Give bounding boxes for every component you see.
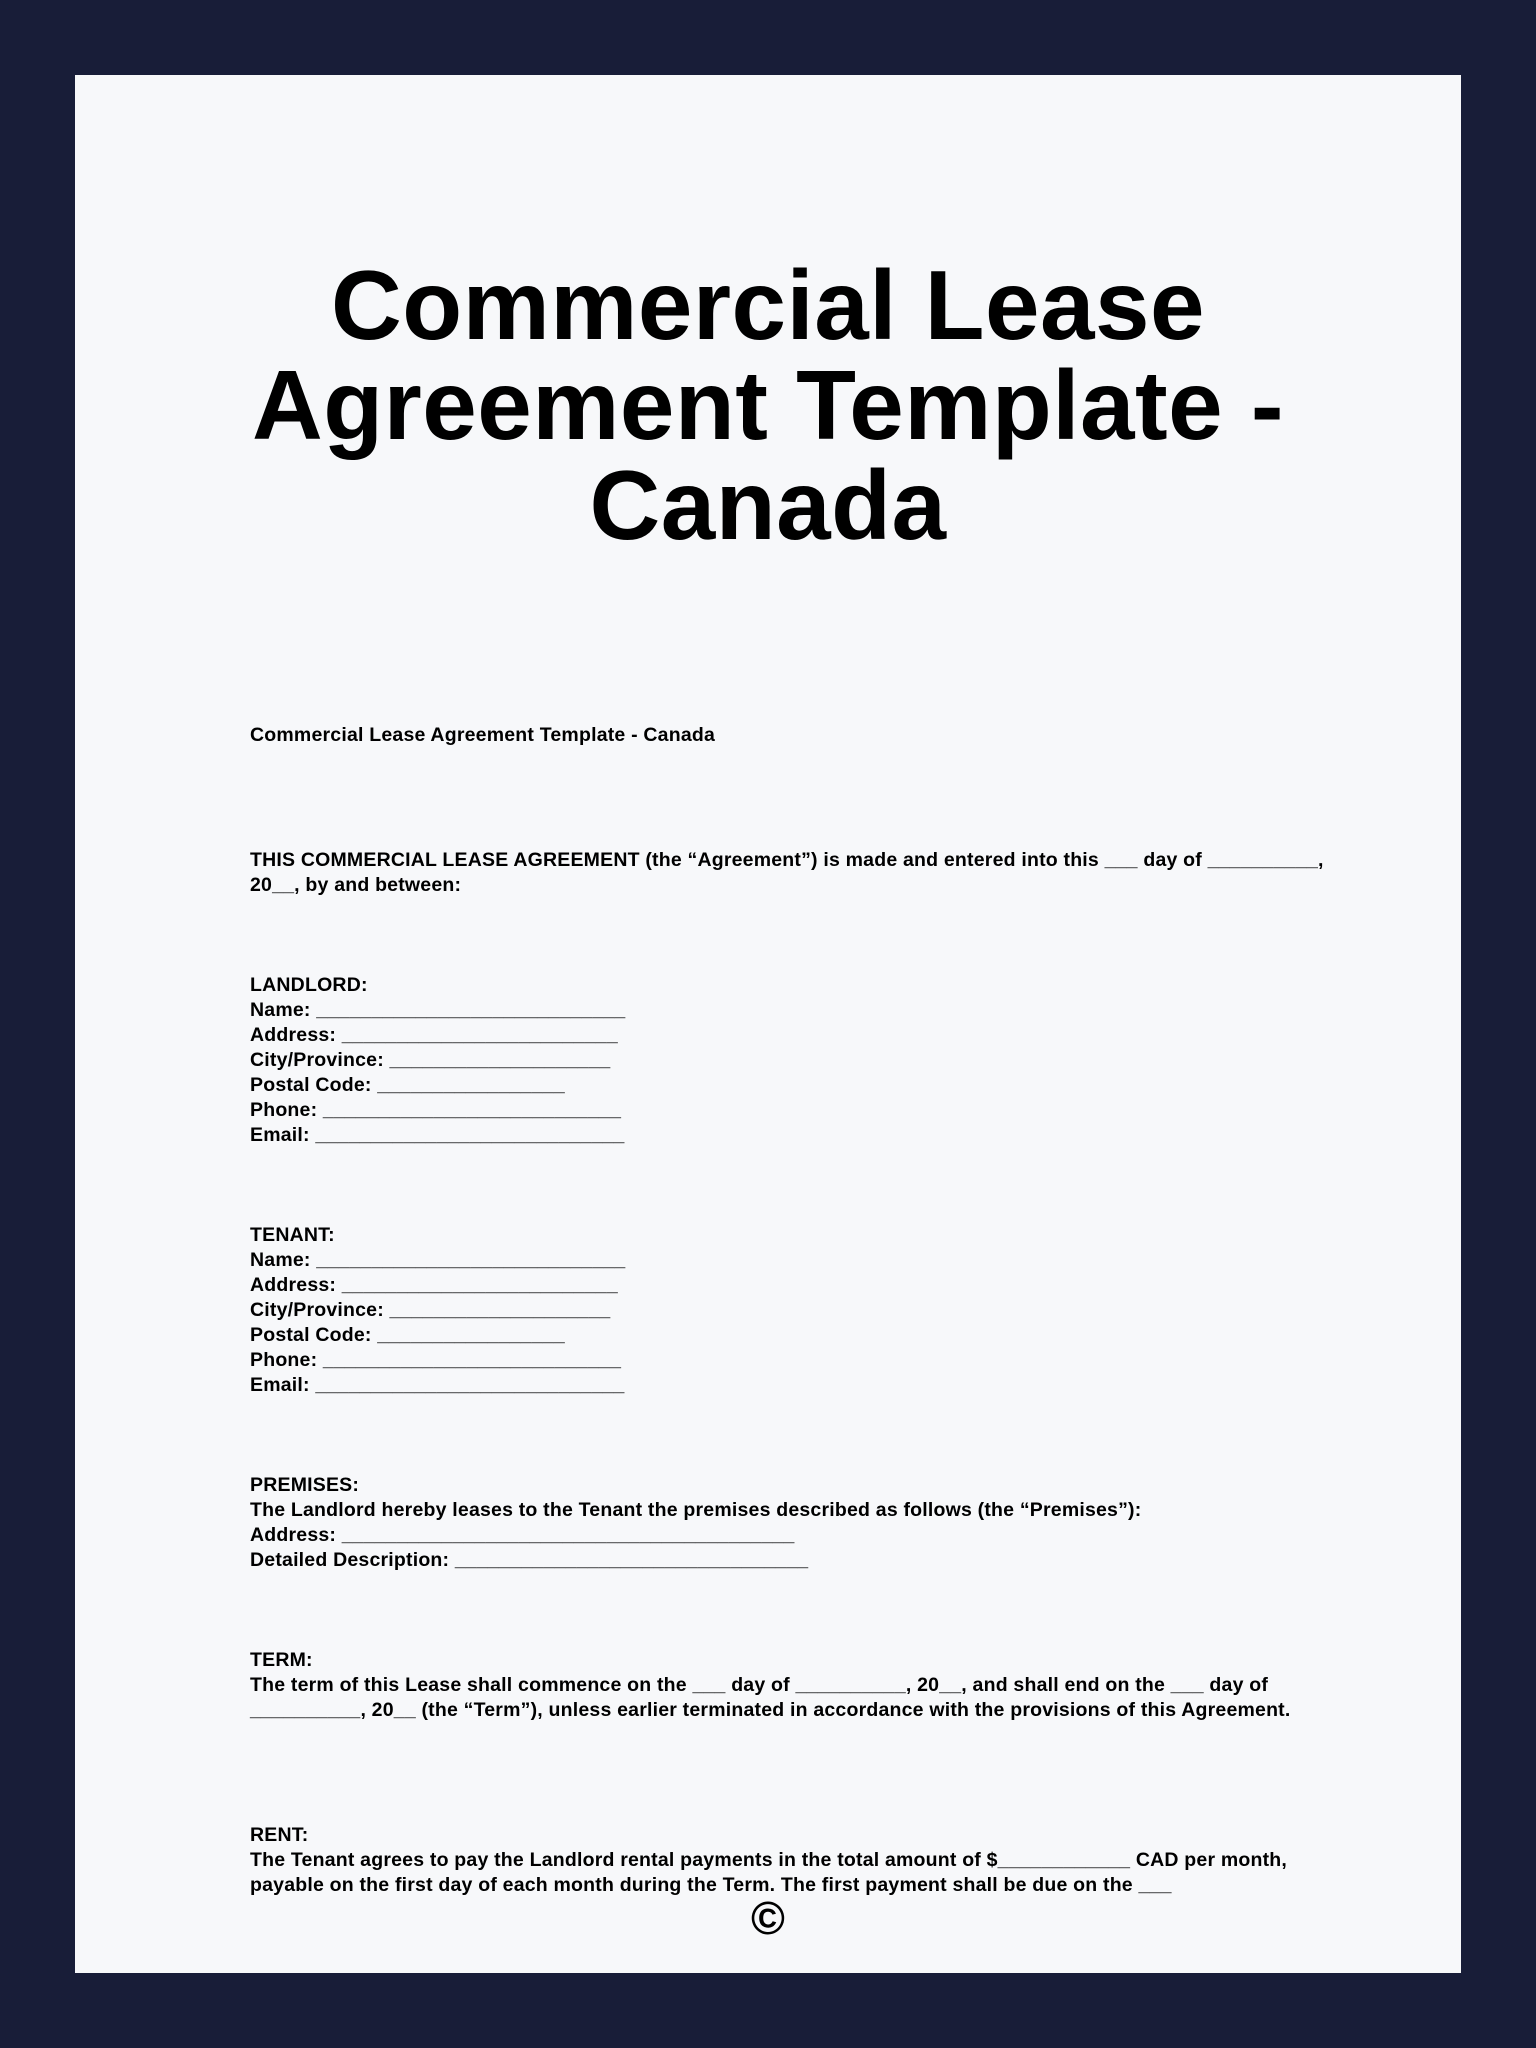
rent-heading: RENT: (250, 1824, 309, 1846)
tenant-email-field: Email: ____________________________ (250, 1374, 625, 1396)
premises-text: The Landlord hereby leases to the Tenant the premises described as follows (the “Premises”): (250, 1499, 1142, 1521)
tenant-heading: TENANT: (250, 1224, 335, 1246)
rent-section (250, 1823, 1360, 1898)
premises-heading: PREMISES: (250, 1474, 360, 1496)
premises-address-field: Address: _________________________________________ (250, 1524, 795, 1546)
term-text: The term of this Lease shall commence on the ___ day of __________, 20__, and shall end on the ___ day of __________, 20__ (the “Term”), unless earlier terminated in accordance with the provisions of this Agreement. (250, 1674, 1291, 1721)
intro-paragraph: THIS COMMERCIAL LEASE AGREEMENT (the “Agreement”) is made and entered into this ___ day of __________, 20__, by and between: (250, 849, 1324, 896)
document-title: Commercial Lease Agreement Template - Canada (252, 250, 1284, 560)
landlord-postal-field: Postal Code: _________________ (250, 1074, 565, 1096)
rent-text: The Tenant agrees to pay the Landlord rental payments in the total amount of $____________ CAD per month, payable on the first day of each month during the Term. The first payment shall be due on the ___ (250, 1849, 1288, 1896)
landlord-address-field: Address: _________________________ (250, 1024, 618, 1046)
document-subtitle: Commercial Lease Agreement Template - Canada (250, 724, 716, 746)
landlord-heading: LANDLORD: (250, 974, 368, 996)
premises-section (250, 1473, 1360, 1573)
landlord-section (250, 973, 1360, 1148)
tenant-address-field: Address: _________________________ (250, 1274, 618, 1296)
landlord-phone-field: Phone: ___________________________ (250, 1099, 622, 1121)
landlord-city-field: City/Province: ____________________ (250, 1049, 611, 1071)
tenant-name-field: Name: ____________________________ (250, 1249, 626, 1271)
term-heading: TERM: (250, 1649, 313, 1671)
landlord-email-field: Email: ____________________________ (250, 1124, 625, 1146)
tenant-phone-field: Phone: ___________________________ (250, 1349, 622, 1371)
tenant-city-field: City/Province: ____________________ (250, 1299, 611, 1321)
tenant-section (250, 1223, 1360, 1398)
tenant-postal-field: Postal Code: _________________ (250, 1324, 565, 1346)
landlord-name-field: Name: ____________________________ (250, 999, 626, 1021)
premises-description-field: Detailed Description: ________________________________ (250, 1549, 809, 1571)
document-page (75, 75, 1461, 1973)
copyright-icon: © (751, 1892, 785, 1944)
term-section (250, 1648, 1360, 1723)
